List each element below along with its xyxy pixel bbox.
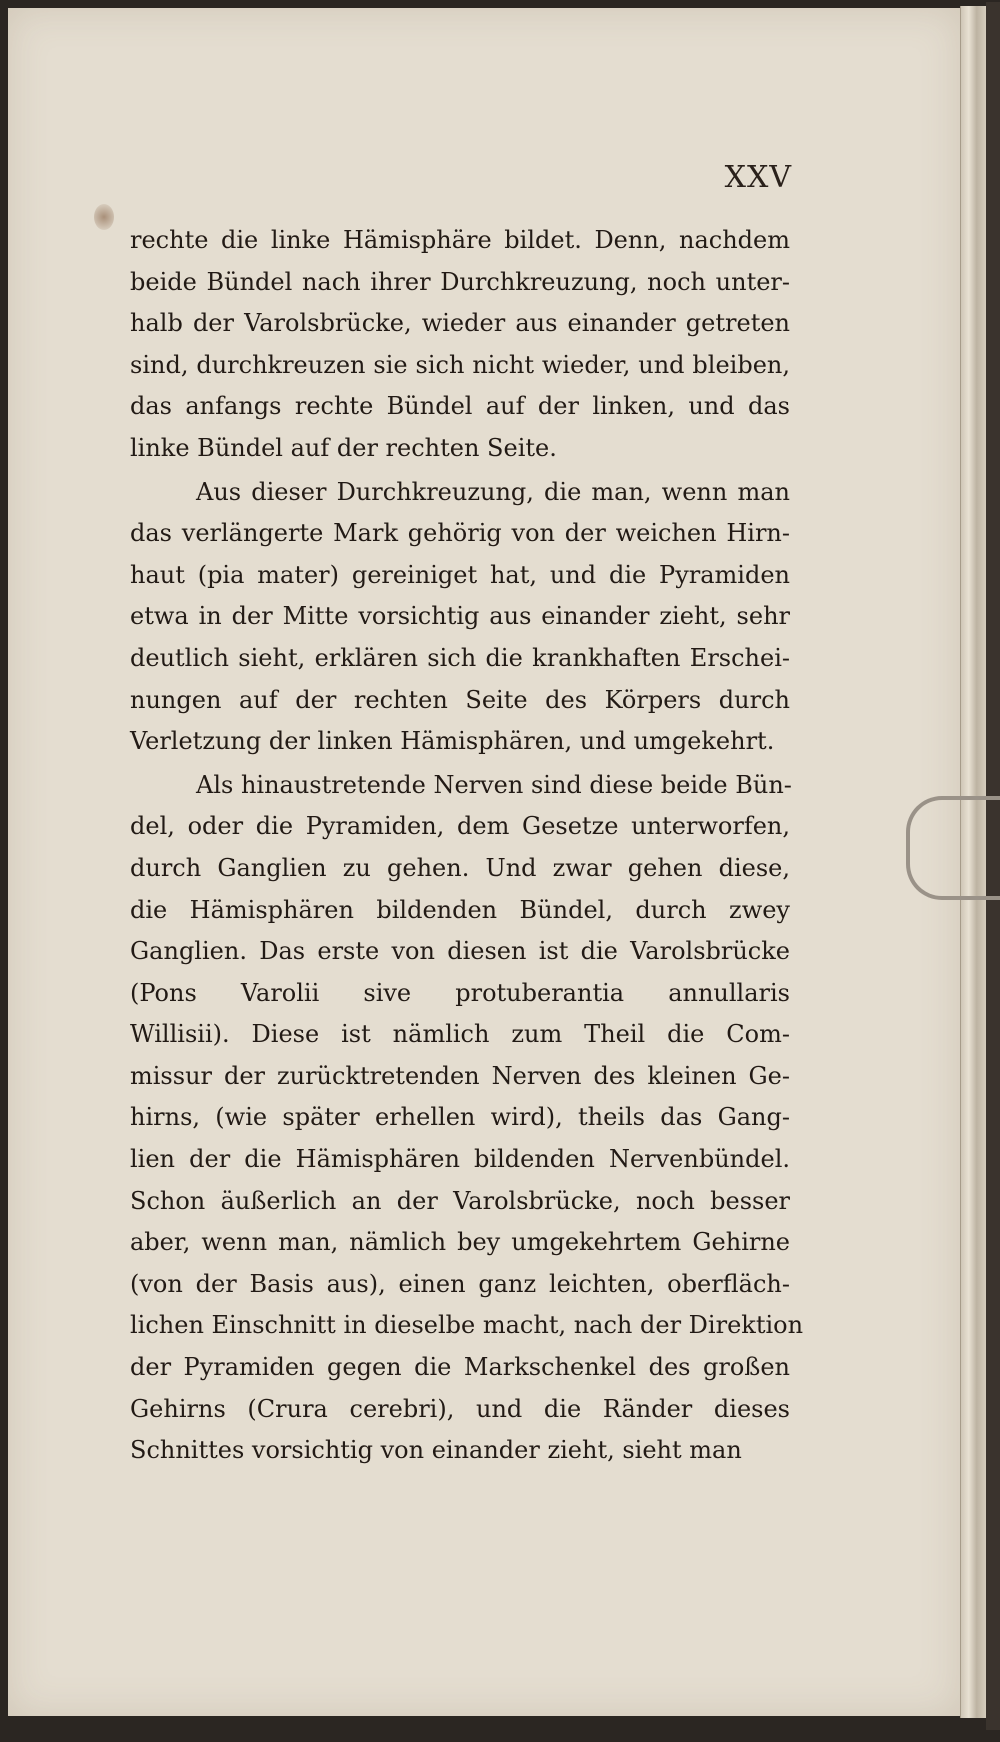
text-line: die Hämisphären bildenden Bündel, durch zwey — [130, 895, 790, 924]
text-line: missur der zurücktretenden Nerven des kleinen Ge- — [130, 1061, 790, 1090]
text-line: etwa in der Mitte vorsichtig aus einander zieht, sehr — [130, 602, 790, 631]
paragraph — [130, 472, 790, 763]
text-line: Schnittes vorsichtig von einander zieht, sieht man — [130, 1436, 742, 1465]
page-number: XXV — [724, 160, 792, 195]
text-line: Ganglien. Das erste von diesen ist die Varolsbrücke — [130, 937, 790, 966]
text-line: sind, durchkreuzen sie sich nicht wieder, und bleiben, — [130, 350, 790, 379]
text-line: (Pons Varolii sive protuberantia annullaris — [130, 978, 790, 1007]
text-line: lien der die Hämisphären bildenden Nervenbündel. — [130, 1145, 790, 1174]
text-line: lichen Einschnitt in dieselbe macht, nach der Direktion — [130, 1311, 804, 1340]
text-line: hirns, (wie später erhellen wird), theils das Gang- — [130, 1103, 790, 1132]
text-line: rechte die linke Hämisphäre bildet. Denn, nachdem — [130, 226, 790, 254]
text-line: der Pyramiden gegen die Markschenkel des großen — [130, 1353, 790, 1382]
text-line: linke Bündel auf der rechten Seite. — [130, 433, 557, 462]
paragraph — [130, 220, 790, 470]
text-line: das anfangs rechte Bündel auf der linken, und das — [130, 392, 790, 421]
text-line: aber, wenn man, nämlich bey umgekehrtem Gehirne — [130, 1228, 790, 1257]
text-line: Als hinaustretende Nerven sind diese beide Bün- — [196, 770, 792, 799]
text-line: das verlängerte Mark gehörig von der weichen Hirn- — [130, 519, 790, 548]
text-line: Verletzung der linken Hämisphären, und umgekehrt. — [130, 727, 775, 756]
bookmark-ribbon — [906, 796, 1000, 900]
text-line: durch Ganglien zu gehen. Und zwar gehen diese, — [130, 853, 790, 882]
book-page — [8, 8, 960, 1716]
text-line: Schon äußerlich an der Varolsbrücke, noch besser — [130, 1186, 790, 1215]
text-line: Willisii). Diese ist nämlich zum Theil die Com- — [130, 1020, 790, 1049]
text-line: deutlich sieht, erklären sich die krankhaften Erschei- — [130, 643, 790, 672]
text-line: haut (pia mater) gereiniget hat, und die Pyramiden — [130, 560, 790, 589]
foxing-stain — [94, 204, 114, 230]
text-line: nungen auf der rechten Seite des Körpers durch — [130, 685, 790, 714]
text-line: beide Bündel nach ihrer Durchkreuzung, noch unter- — [130, 267, 790, 296]
text-line: Aus dieser Durchkreuzung, die man, wenn man — [196, 477, 790, 506]
body-text — [130, 220, 804, 1474]
text-line: del, oder die Pyramiden, dem Gesetze unterworfen, — [130, 812, 790, 841]
text-line: halb der Varolsbrücke, wieder aus einander getreten — [130, 309, 790, 338]
text-line: Gehirns (Crura cerebri), und die Ränder dieses — [130, 1394, 790, 1423]
text-line: (von der Basis aus), einen ganz leichten, oberfläch- — [130, 1269, 790, 1298]
paragraph — [130, 765, 804, 1472]
